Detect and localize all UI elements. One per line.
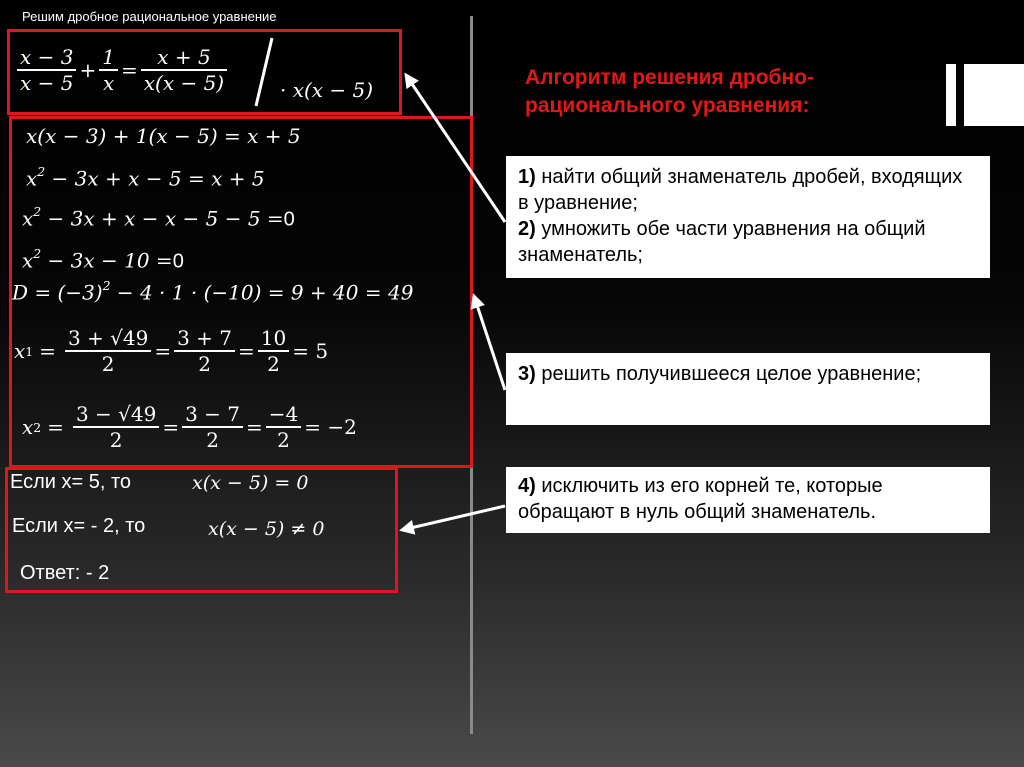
x2-fraction-1-numerator: 3 − √49 <box>73 402 159 428</box>
step-2-text: умножить обе части уравнения на общий знаменатель; <box>518 218 926 266</box>
line-3-var: x <box>22 206 34 231</box>
step-4-number: 4) <box>518 475 536 497</box>
fraction-2-denominator: x <box>102 71 115 95</box>
x1-result: = 5 <box>292 339 329 363</box>
line-4-exponent: 2 <box>33 246 42 261</box>
check-case-1-label: Если х= 5, то <box>10 471 132 493</box>
plus-sign: + <box>79 58 97 82</box>
x2-equals: = <box>47 415 64 439</box>
x2-var: x <box>22 415 34 439</box>
x1-equals-3: = <box>238 339 255 363</box>
line-3-exponent: 2 <box>33 204 42 219</box>
x1-subscript: 1 <box>25 343 34 359</box>
fraction-1-denominator: x − 5 <box>20 71 74 95</box>
x2-result: = −2 <box>304 415 357 439</box>
step-3-number: 3) <box>518 363 536 385</box>
x1-fraction-1-denominator: 2 <box>101 352 115 376</box>
discriminant-exponent: 2 <box>102 278 111 293</box>
x2-fraction-2-numerator: 3 − 7 <box>182 402 243 428</box>
fraction-2-numerator: 1 <box>99 45 118 71</box>
x1-fraction-1-numerator: 3 + √49 <box>65 326 151 352</box>
step-2-number: 2) <box>518 218 536 240</box>
multiplier-expression: · x(x − 5) <box>280 78 374 102</box>
step-1-number: 1) <box>518 166 536 188</box>
line-2-var: x <box>26 166 38 191</box>
equals-sign: = <box>120 58 138 82</box>
line-3-zero: 0 <box>283 208 295 231</box>
arrow-step3-to-solution <box>474 296 505 390</box>
algorithm-title: Алгоритм решения дробно-рационального уравнения: <box>525 66 815 117</box>
x1-fraction-3-denominator: 2 <box>267 352 280 376</box>
x2-fraction-1-denominator: 2 <box>109 428 123 452</box>
discriminant-rest: − 4 · 1 · (−10) = 9 + 40 = 49 <box>110 280 414 305</box>
fraction-3-denominator: x(x − 5) <box>143 71 225 95</box>
line-4-zero: 0 <box>172 250 184 273</box>
x1-var: x <box>14 339 26 363</box>
x2-fraction-2-denominator: 2 <box>206 428 219 452</box>
x2-equals-2: = <box>162 415 180 439</box>
x1-equals-2: = <box>154 339 172 363</box>
line-4-var: x <box>22 248 34 273</box>
x1-fraction-2-denominator: 2 <box>198 352 211 376</box>
x2-subscript: 2 <box>33 419 42 435</box>
fraction-3-numerator: x + 5 <box>141 45 227 71</box>
arrow-step1-to-equation <box>406 75 505 222</box>
solution-line-1: x(x − 3) + 1(x − 5) = x + 5 <box>26 124 301 148</box>
line-2-exponent: 2 <box>37 164 46 179</box>
line-2-rest: − 3x + x − 5 = x + 5 <box>45 166 265 191</box>
x1-fraction-2-numerator: 3 + 7 <box>174 326 235 352</box>
fraction-1-numerator: x − 3 <box>17 45 76 71</box>
x2-equals-3: = <box>246 415 263 439</box>
x2-fraction-3-numerator: −4 <box>266 402 301 428</box>
line-3-rest: − 3x + x − x − 5 − 5 = <box>41 206 284 231</box>
step-4-text: исключить из его корней те, которые обращают в нуль общий знаменатель. <box>518 475 883 523</box>
check-case-1-expr: x(x − 5) = 0 <box>192 472 309 494</box>
step-1-text: найти общий знаменатель дробей, входящих в уравнение; <box>518 166 963 214</box>
step-3-text: решить получившееся целое уравнение; <box>535 363 922 385</box>
check-case-2-label: Если х= - 2, то <box>12 515 146 537</box>
line-4-rest: − 3x − 10 = <box>41 248 173 273</box>
x1-fraction-3-numerator: 10 <box>258 326 289 352</box>
answer-text: Ответ: - 2 <box>20 562 110 584</box>
arrow-step4-to-check <box>402 506 505 530</box>
check-case-2-expr: x(x − 5) ≠ 0 <box>208 518 325 540</box>
page-title: Решим дробное рациональное уравнение <box>22 9 277 24</box>
x1-equals: = <box>39 339 56 363</box>
x2-fraction-3-denominator: 2 <box>277 428 290 452</box>
discriminant-start: D = (−3) <box>12 280 103 305</box>
